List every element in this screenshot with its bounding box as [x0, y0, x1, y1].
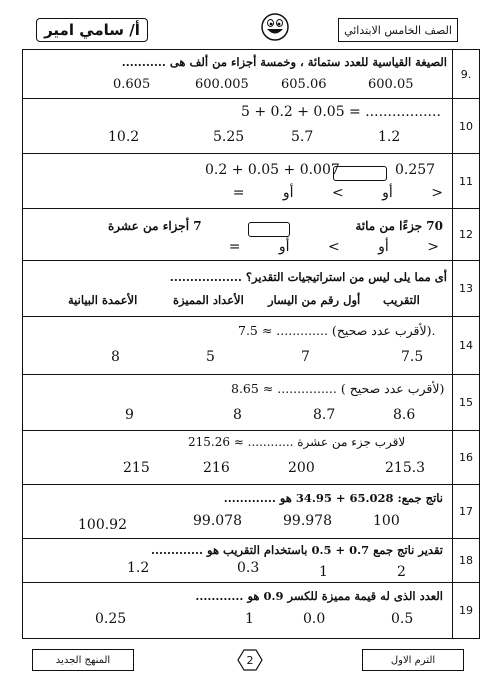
option[interactable]: 7.5 [401, 349, 424, 365]
question-row-16 [23, 431, 479, 485]
answer-box[interactable] [333, 163, 387, 182]
option[interactable]: 8.7 [313, 407, 336, 423]
question-row-11 [23, 154, 479, 209]
option[interactable]: 5.7 [291, 129, 314, 145]
question-row-14 [23, 317, 479, 375]
question-expression: 5 + 0.2 + 0.05 = ................. [241, 104, 441, 120]
question-number: 12 [452, 209, 479, 260]
question-number: 19 [452, 583, 479, 638]
term-box [362, 649, 464, 671]
question-number: 15 [452, 375, 479, 430]
question-row-13 [23, 261, 479, 317]
question-number: 10 [452, 99, 479, 153]
comparison-choices: < أو > أو = [228, 239, 439, 255]
comparison-choices: < أو > أو = [232, 185, 443, 201]
option[interactable]: 605.06 [281, 77, 327, 92]
option[interactable]: 99.078 [193, 513, 242, 529]
footer [28, 645, 468, 675]
option[interactable]: 1 [245, 611, 254, 627]
page-number: 2 [246, 653, 254, 667]
option[interactable]: 200 [288, 460, 315, 476]
grade-box [338, 18, 458, 42]
option[interactable]: 0.3 [237, 560, 260, 576]
right-value: 7 أجزاء من عشرة [108, 219, 202, 233]
question-number: 16 [452, 431, 479, 484]
curriculum-box [32, 649, 134, 671]
question-expression: 7.5 ≈ ............. (لأقرب عدد صحيح). [238, 323, 436, 338]
question-row-18 [23, 539, 479, 583]
option[interactable]: 0.5 [391, 611, 414, 627]
option[interactable]: 99.978 [283, 513, 332, 529]
option[interactable]: 1.2 [378, 129, 401, 145]
question-expression: 215.26 ≈ ............ لاقرب جزء من عشرة [188, 435, 406, 449]
smiley-face-icon [260, 12, 290, 42]
curriculum-label: المنهج الجديد [55, 654, 111, 666]
option[interactable]: الأعمدة البيانية [68, 293, 138, 307]
option[interactable]: 600.005 [195, 77, 249, 92]
option[interactable]: 1 [319, 564, 328, 580]
option[interactable]: 9 [125, 407, 134, 423]
option[interactable]: 7 [301, 349, 310, 365]
option[interactable]: 100.92 [78, 517, 127, 533]
question-row-15 [23, 375, 479, 431]
question-row-17 [23, 485, 479, 539]
question-number: 11 [452, 154, 479, 208]
question-number: 14 [452, 317, 479, 374]
option[interactable]: 0.0 [303, 611, 326, 627]
left-value: 70 جزءًا من مائة [355, 219, 443, 233]
question-row-12 [23, 209, 479, 261]
question-number: 18 [452, 539, 479, 582]
page-number-badge [236, 647, 264, 673]
right-value: 0.2 + 0.05 + 0.007 [205, 162, 340, 178]
option[interactable]: 8.6 [393, 407, 416, 423]
option[interactable]: 8 [233, 407, 242, 423]
option[interactable]: الأعداد المميزة [173, 293, 244, 307]
question-row-9 [23, 50, 479, 99]
option[interactable]: 215.3 [385, 460, 426, 476]
left-value: 0.257 [395, 162, 436, 178]
option[interactable]: 216 [203, 460, 230, 476]
option[interactable]: 100 [373, 513, 400, 529]
option[interactable]: 8 [111, 349, 120, 365]
option[interactable]: 2 [397, 564, 406, 580]
option[interactable]: 0.25 [95, 611, 127, 627]
grade-label: الصف الخامس الابتدائي [344, 23, 452, 37]
question-expression: ناتج جمع: 65.028 + 34.95 هو ............. [223, 491, 443, 505]
question-expression: العدد الذى له قيمة مميزة للكسر 0.9 هو ............ [195, 589, 443, 603]
option[interactable]: 215 [123, 460, 150, 476]
question-number: 17 [452, 485, 479, 538]
option[interactable]: 600.05 [368, 77, 414, 92]
question-expression: تقدير ناتج جمع 0.7 + 0.5 باستخدام التقريب هو ............. [151, 543, 443, 557]
questions-table [22, 49, 480, 639]
question-row-10 [23, 99, 479, 154]
answer-box[interactable] [248, 219, 290, 238]
option[interactable]: 0.605 [113, 77, 151, 92]
question-expression: 8.65 ≈ ............... ( لأقرب عدد صحيح) [231, 381, 445, 396]
option[interactable]: التقريب [383, 293, 420, 307]
teacher-name-box [36, 18, 148, 42]
option[interactable]: أول رقم من اليسار [268, 293, 361, 307]
question-text: الصيغة القياسية للعدد ستمائة ، وخمسة أجزاء من ألف هى ........... [121, 55, 447, 69]
question-text: أى مما يلى ليس من استراتيجيات التقدير؟ .................. [169, 270, 447, 284]
question-number: 13 [452, 261, 479, 316]
option[interactable]: 5 [206, 349, 215, 365]
question-number: 9. [452, 50, 479, 98]
header [28, 12, 468, 46]
teacher-name: أ/ سامي امير [44, 21, 140, 39]
term-label: الترم الاول [390, 654, 436, 666]
option[interactable]: 1.2 [127, 560, 150, 576]
question-row-19 [23, 583, 479, 638]
option[interactable]: 5.25 [213, 129, 245, 145]
option[interactable]: 10.2 [108, 129, 140, 145]
